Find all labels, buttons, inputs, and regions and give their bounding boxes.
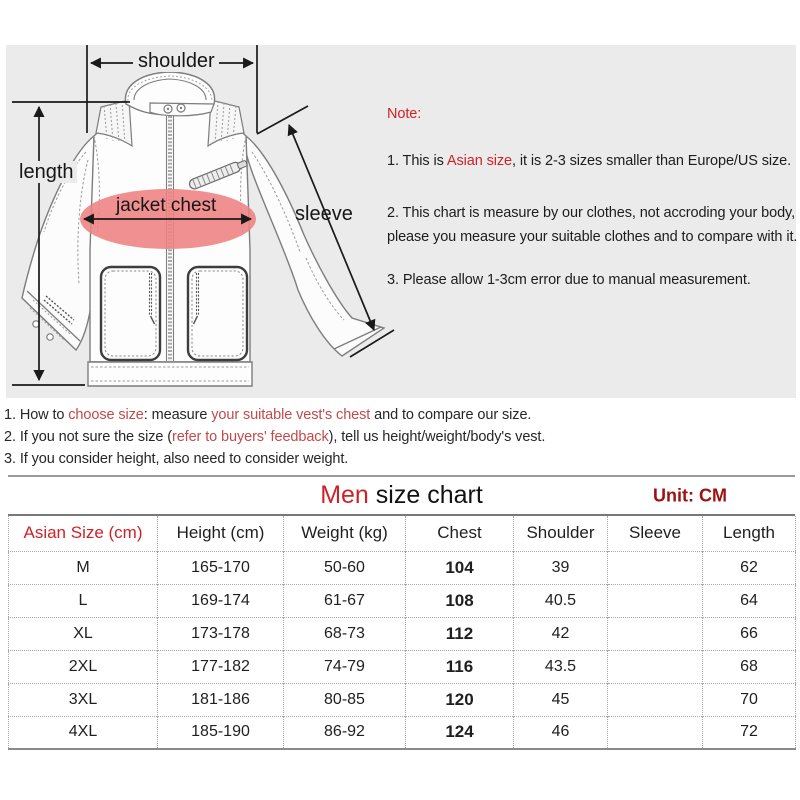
- cell-height: 181-186: [158, 683, 284, 716]
- table-row: [9, 584, 796, 617]
- cell-height: 169-174: [158, 584, 284, 617]
- cell-length: 72: [703, 716, 796, 749]
- tip1-vest-chest-highlight: your suitable vest's chest: [211, 407, 371, 423]
- table-row: [9, 650, 796, 683]
- cell-length: 66: [703, 617, 796, 650]
- table-row: [9, 716, 796, 749]
- cell-size: 2XL: [9, 650, 158, 683]
- cell-weight: 86-92: [284, 716, 406, 749]
- cell-size: 3XL: [9, 683, 158, 716]
- table-row: [9, 617, 796, 650]
- note1-seg-a: 1. This is: [387, 153, 447, 169]
- cell-sleeve: [608, 551, 703, 584]
- cell-shoulder: 40.5: [514, 584, 608, 617]
- cell-weight: 61-67: [284, 584, 406, 617]
- table-title: [320, 481, 483, 509]
- table-title-rest: size chart: [368, 481, 483, 509]
- note-line-2b: please you measure your suitable clothes and to compare with it.: [387, 229, 798, 245]
- cell-chest: 108: [406, 584, 514, 617]
- note1-asian-size-highlight: Asian size: [446, 153, 512, 169]
- header-height: Height (cm): [158, 516, 284, 551]
- cell-length: 70: [703, 683, 796, 716]
- cell-chest: 120: [406, 683, 514, 716]
- note-heading: Note:: [387, 106, 422, 122]
- cell-shoulder: 39: [514, 551, 608, 584]
- cell-chest: 112: [406, 617, 514, 650]
- table-header-row: [9, 516, 796, 551]
- cell-chest: 116: [406, 650, 514, 683]
- table-row: [9, 551, 796, 584]
- cell-shoulder: 46: [514, 716, 608, 749]
- tip1-seg-c: : measure: [143, 407, 212, 423]
- tip-line-3: 3. If you consider height, also need to consider weight.: [4, 451, 349, 467]
- table-title-men: Men: [320, 481, 369, 509]
- cell-sleeve: [608, 584, 703, 617]
- cell-length: 62: [703, 551, 796, 584]
- unit-label: Unit: CM: [653, 485, 727, 505]
- tip-line-2: [4, 429, 545, 445]
- tip1-choose-size-highlight: choose size: [68, 407, 144, 423]
- header-weight: Weight (kg): [284, 516, 406, 551]
- table-title-row: [8, 475, 795, 516]
- header-shoulder: Shoulder: [514, 516, 608, 551]
- cell-weight: 68-73: [284, 617, 406, 650]
- tip2-seg-c: ), tell us height/weight/body's vest.: [328, 429, 546, 445]
- cell-chest: 124: [406, 716, 514, 749]
- cell-height: 165-170: [158, 551, 284, 584]
- tip1-seg-e: and to compare our size.: [370, 407, 532, 423]
- shoulder-measure-label: shoulder: [134, 50, 219, 72]
- header-chest: Chest: [406, 516, 514, 551]
- cell-length: 64: [703, 584, 796, 617]
- header-sleeve: Sleeve: [608, 516, 703, 551]
- cell-height: 185-190: [158, 716, 284, 749]
- cell-size: L: [9, 584, 158, 617]
- cell-size: M: [9, 551, 158, 584]
- cell-sleeve: [608, 650, 703, 683]
- size-table: [8, 516, 796, 750]
- table-row: [9, 683, 796, 716]
- note-line-2a: 2. This chart is measure by our clothes, not accroding your body,: [387, 205, 796, 221]
- cell-size: XL: [9, 617, 158, 650]
- cell-sleeve: [608, 617, 703, 650]
- jacket-chest-measure-label: jacket chest: [116, 195, 217, 216]
- header-length: Length: [703, 516, 796, 551]
- header-asian-size: Asian Size (cm): [23, 523, 143, 543]
- tip2-feedback-highlight: refer to buyers' feedback: [171, 429, 329, 445]
- note-line-1: [387, 153, 791, 169]
- cell-weight: 80-85: [284, 683, 406, 716]
- length-measure-label: length: [16, 161, 77, 183]
- cell-shoulder: 42: [514, 617, 608, 650]
- cell-sleeve: [608, 683, 703, 716]
- cell-length: 68: [703, 650, 796, 683]
- cell-height: 177-182: [158, 650, 284, 683]
- note-line-3: 3. Please allow 1-3cm error due to manual measurement.: [387, 272, 751, 288]
- cell-shoulder: 45: [514, 683, 608, 716]
- tip2-seg-a: 2. If you not sure the size (: [4, 429, 172, 445]
- cell-weight: 50-60: [284, 551, 406, 584]
- cell-chest: 104: [406, 551, 514, 584]
- sleeve-measure-label: sleeve: [295, 203, 353, 225]
- note1-seg-c: , it is 2-3 sizes smaller than Europe/US size.: [511, 153, 792, 169]
- tip1-seg-a: 1. How to: [4, 407, 69, 423]
- cell-sleeve: [608, 716, 703, 749]
- size-table-section: [8, 475, 795, 750]
- cell-size: 4XL: [9, 716, 158, 749]
- cell-weight: 74-79: [284, 650, 406, 683]
- tip-line-1: [4, 407, 531, 423]
- cell-shoulder: 43.5: [514, 650, 608, 683]
- cell-height: 173-178: [158, 617, 284, 650]
